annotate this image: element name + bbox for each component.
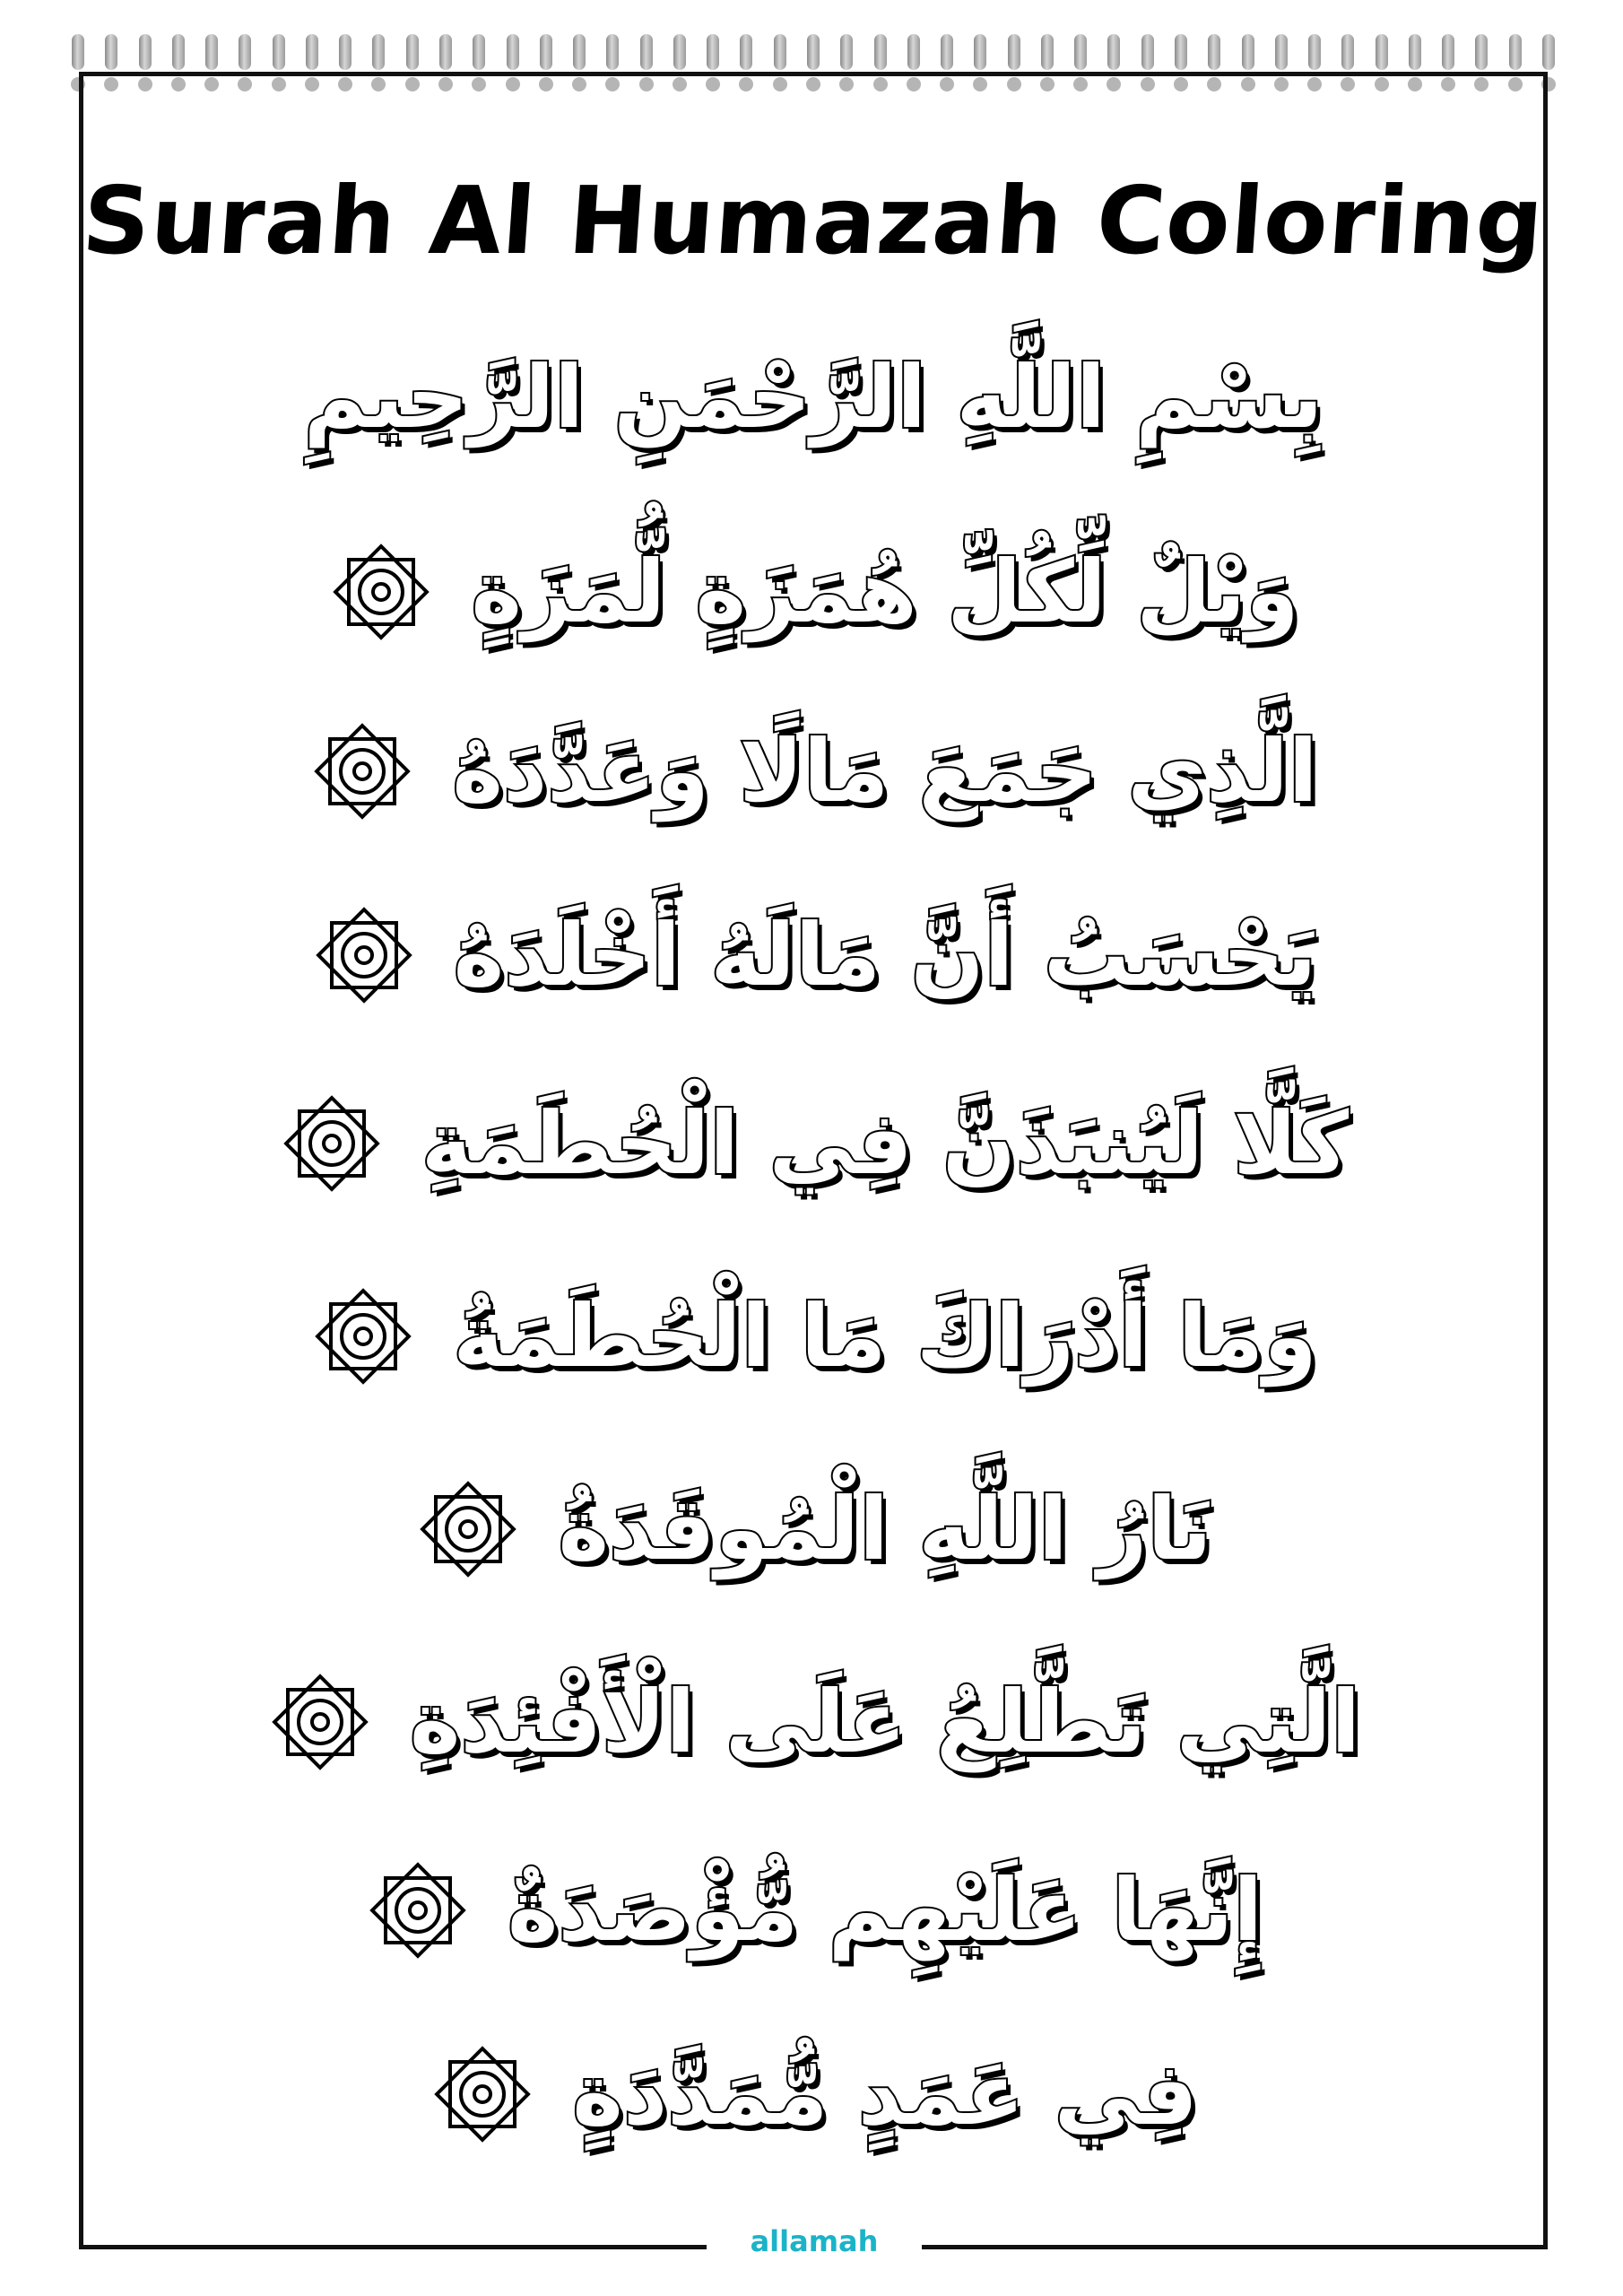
binding-ring — [974, 34, 986, 70]
ayah-end-marker-icon — [308, 718, 416, 825]
ayah-row-3 — [79, 901, 1548, 1009]
ayah-text: الَّتِي تَطَّلِعُ عَلَى الْأَفْئِدَةِ — [409, 1672, 1361, 1772]
binding-ring — [339, 34, 352, 70]
binding-ring — [840, 34, 853, 70]
basmala-text: بِسْمِ اللَّهِ الرَّحْمَنِ الرَّحِيمِ — [303, 347, 1324, 448]
binding-ring — [1208, 34, 1220, 70]
ayah-text: فِي عَمَدٍ مُّمَدَّدَةٍ — [572, 2044, 1198, 2144]
binding-ring — [507, 34, 519, 70]
binding-ring — [1107, 34, 1120, 70]
binding-ring — [907, 34, 920, 70]
ayah-text: وَمَا أَدْرَاكَ مَا الْحُطَمَةُ — [453, 1286, 1317, 1387]
ayah-row-1 — [79, 538, 1548, 646]
binding-ring — [1008, 34, 1020, 70]
ayah-text: وَيْلٌ لِّكُلِّ هُمَزَةٍ لُّمَزَةٍ — [471, 542, 1299, 642]
ayah-row-5 — [79, 1283, 1548, 1390]
binding-ring — [205, 34, 218, 70]
ayah-end-marker-icon — [266, 1668, 374, 1776]
ayah-row-4 — [79, 1090, 1548, 1197]
ayah-end-marker-icon — [310, 901, 418, 1009]
binding-ring — [640, 34, 653, 70]
binding-ring — [707, 34, 719, 70]
binding-ring — [172, 34, 185, 70]
ayah-end-marker-icon — [414, 1475, 522, 1583]
binding-ring — [1409, 34, 1421, 70]
binding-ring — [1542, 34, 1555, 70]
binding-ring — [1175, 34, 1187, 70]
binding-ring — [1141, 34, 1154, 70]
binding-ring — [1341, 34, 1354, 70]
ayah-row-2 — [79, 718, 1548, 825]
page-title: Surah Al Humazah Coloring — [79, 166, 1548, 275]
binding-ring — [1074, 34, 1087, 70]
binding-ring — [1275, 34, 1288, 70]
frame-bottom-left — [79, 2245, 707, 2249]
binding-ring — [941, 34, 953, 70]
binding-ring — [1308, 34, 1321, 70]
ayah-text: كَلَّا لَيُنبَذَنَّ فِي الْحُطَمَةِ — [421, 1093, 1350, 1194]
binding-ring — [105, 34, 117, 70]
ayah-text: الَّذِي جَمَعَ مَالًا وَعَدَّدَهُ — [452, 721, 1318, 822]
binding-ring — [139, 34, 152, 70]
frame-bottom-right — [922, 2245, 1548, 2249]
binding-ring — [673, 34, 686, 70]
binding-ring — [807, 34, 820, 70]
binding-ring — [874, 34, 887, 70]
binding-ring — [306, 34, 318, 70]
ayah-text: يَحْسَبُ أَنَّ مَالَهُ أَخْلَدَهُ — [453, 905, 1317, 1005]
binding-ring — [1242, 34, 1254, 70]
binding-ring — [406, 34, 419, 70]
binding-ring — [1376, 34, 1388, 70]
binding-ring — [439, 34, 452, 70]
binding-ring — [239, 34, 251, 70]
binding-ring — [1509, 34, 1522, 70]
ayah-row-8 — [79, 1857, 1548, 1964]
ayah-row-9 — [79, 2040, 1548, 2148]
ayah-end-marker-icon — [327, 538, 435, 646]
ayah-end-marker-icon — [429, 2040, 536, 2148]
binding-ring — [606, 34, 619, 70]
ayah-end-marker-icon — [309, 1283, 417, 1390]
ayah-row-7 — [79, 1668, 1548, 1776]
ayah-row-6 — [79, 1475, 1548, 1583]
binding-ring — [573, 34, 586, 70]
binding-ring — [72, 34, 84, 70]
brand-logo: allamah — [750, 2224, 879, 2258]
binding-ring — [1442, 34, 1454, 70]
binding-ring — [473, 34, 485, 70]
ayah-end-marker-icon — [364, 1857, 472, 1964]
binding-ring — [1041, 34, 1054, 70]
binding-ring — [540, 34, 552, 70]
binding-ring — [372, 34, 385, 70]
binding-ring — [740, 34, 752, 70]
ayah-end-marker-icon — [278, 1090, 386, 1197]
binding-ring — [1475, 34, 1488, 70]
binding-ring — [273, 34, 285, 70]
ayah-text: نَارُ اللَّهِ الْمُوقَدَةُ — [558, 1479, 1212, 1579]
binding-ring — [774, 34, 786, 70]
ayah-text: إِنَّهَا عَلَيْهِم مُّؤْصَدَةٌ — [507, 1860, 1263, 1961]
basmala — [79, 347, 1548, 448]
